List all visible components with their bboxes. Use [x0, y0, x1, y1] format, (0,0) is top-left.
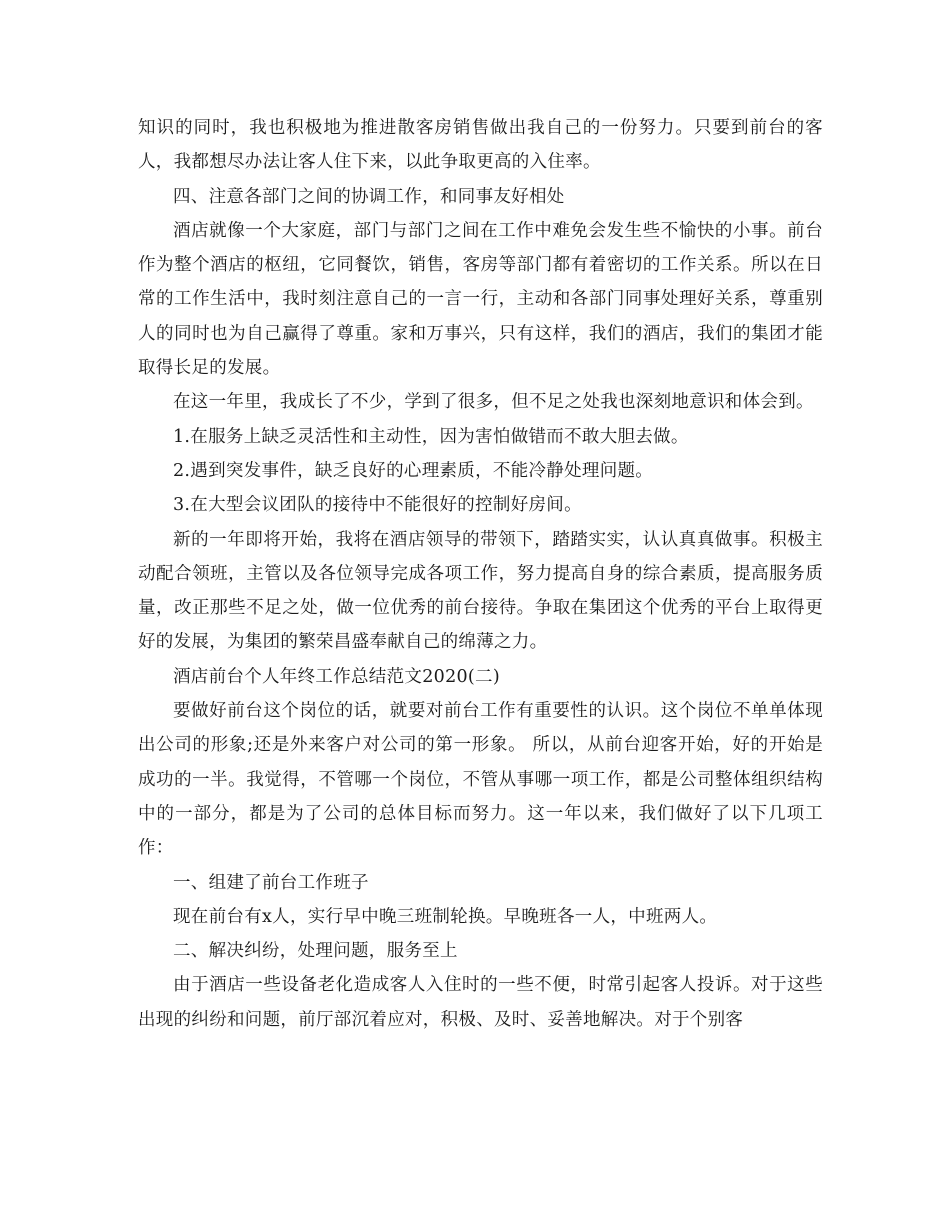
paragraph: 在这一年里，我成长了不少，学到了很多，但不足之处我也深刻地意识和体会到。 — [173, 392, 814, 413]
paragraph: 由于酒店一些设备老化造成客人入住时的一些不便，时常引起客人投诉。对于这些出现的纠纷和问题，前厅部沉着应对，积极、及时、妥善地解决。对于个别客 — [138, 975, 823, 1030]
list-item: 2.遇到突发事件，缺乏良好的心理素质，不能冷静处理问题。 — [173, 460, 654, 481]
section-heading: 二、解决纠纷，处理问题，服务至上 — [173, 941, 458, 962]
document-subtitle: 酒店前台个人年终工作总结范文2020(二) — [173, 666, 500, 687]
paragraph: 现在前台有x人，实行早中晚三班制轮换。早晚班各一人，中班两人。 — [173, 906, 718, 927]
paragraph: 新的一年即将开始，我将在酒店领导的带领下，踏踏实实，认认真真做事。积极主动配合领班，主管以及各位领导完成各项工作，努力提高自身的综合素质，提高服务质量，改正那些不足之处，做一位优秀的前台接待。争取在集团这个优秀的平台上取得更好的发展，为集团的繁荣昌盛奉献自己的绵薄之力。 — [138, 529, 823, 653]
section-heading: 一、组建了前台工作班子 — [173, 872, 369, 893]
paragraph: 要做好前台这个岗位的话，就要对前台工作有重要性的认识。这个岗位不单单体现出公司的形象;还是外来客户对公司的第一形象。 所以，从前台迎客开始，好的开始是成功的一半。我觉得，不管哪一个岗位，不管从事哪一项工作，都是公司整体组织结构中的一部分，都是为了公司的总体目标而努力。这一年以来，我们做好了以下几项工作： — [138, 701, 823, 859]
paragraph: 酒店就像一个大家庭，部门与部门之间在工作中难免会发生些不愉快的小事。前台作为整个酒店的枢纽，它同餐饮，销售，客房等部门都有着密切的工作关系。所以在日常的工作生活中，我时刻注意自己的一言一行，主动和各部门同事处理好关系，尊重别人的同时也为自己赢得了尊重。家和万事兴，只有这样，我们的酒店，我们的集团才能取得长足的发展。 — [138, 220, 823, 379]
list-item: 1.在服务上缺乏灵活性和主动性，因为害怕做错而不敢大胆去做。 — [173, 426, 689, 447]
document-body — [138, 111, 823, 1037]
paragraph: 知识的同时，我也积极地为推进散客房销售做出我自己的一份努力。只要到前台的客人，我都想尽办法让客人住下来，以此争取更高的入住率。 — [138, 118, 823, 173]
section-heading: 四、注意各部门之间的协调工作，和同事友好相处 — [173, 186, 565, 207]
list-item: 3.在大型会议团队的接待中不能很好的控制好房间。 — [173, 495, 582, 516]
